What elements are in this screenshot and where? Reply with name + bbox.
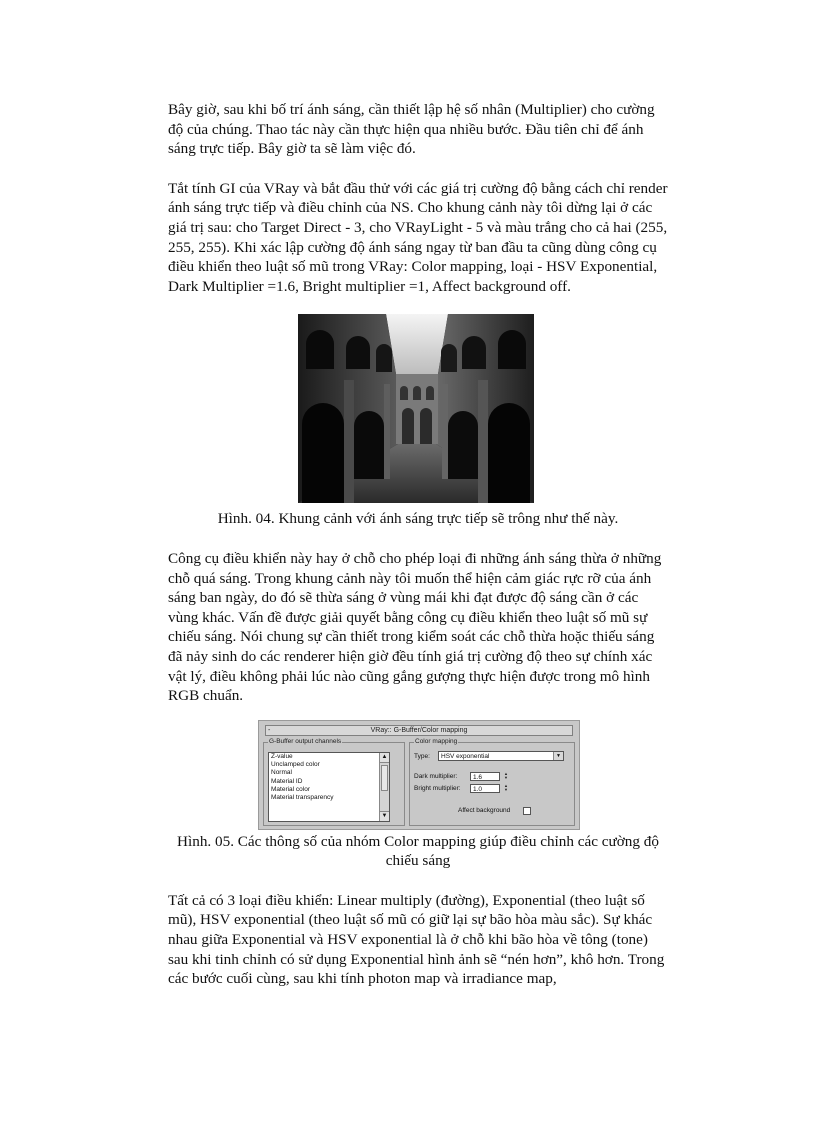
paragraph-control-types: Tất cả có 3 loại điều khiển: Linear multiply (đường), Exponential (theo luật số mũ), HSV exponential (theo luật số mũ có giữ lại sự bão hòa màu sắc). Sự khác nhau giữa Exponential và HSV exponential là ở chỗ khi bão hòa về tông (tone) sau khi tinh chỉnh có sử dụng Exponential hình ảnh sẽ “nén hơn”, khô hơn. Trong các bước cuối cùng, sau khi tính photon map và irradiance map,	[168, 891, 665, 988]
vray-color-mapping-panel	[258, 720, 580, 830]
scroll-down-icon[interactable]: ▼	[381, 812, 388, 819]
list-item[interactable]: Material color	[271, 785, 311, 793]
chevron-down-icon[interactable]: ▼	[553, 752, 563, 760]
gbuffer-group	[263, 737, 405, 826]
type-select-value: HSV exponential	[441, 752, 490, 760]
list-item[interactable]: Unclamped color	[271, 760, 320, 768]
affect-background-label: Affect background	[458, 806, 511, 814]
dark-multiplier-input[interactable]: 1.6	[470, 772, 500, 781]
bright-multiplier-label: Bright multiplier:	[414, 784, 461, 792]
list-scrollbar[interactable]	[379, 753, 389, 821]
dark-multiplier-label: Dark multiplier:	[414, 772, 458, 780]
collapse-icon[interactable]: -	[268, 726, 271, 734]
color-mapping-group-title: Color mapping	[415, 737, 458, 745]
list-item[interactable]: Material ID	[271, 777, 303, 785]
bright-multiplier-input[interactable]: 1.0	[470, 784, 500, 793]
rollout-title-bar[interactable]	[265, 725, 573, 736]
dark-multiplier-spinner-icon[interactable]: ▲ ▼	[504, 770, 508, 781]
gbuffer-group-title: G-Buffer output channels	[269, 737, 342, 745]
type-label: Type:	[414, 752, 430, 760]
type-select[interactable]	[438, 751, 564, 761]
figure-caption-04: Hình. 04. Khung cảnh với ánh sáng trực tiếp sẽ trông như thế này.	[217, 510, 619, 528]
scroll-thumb[interactable]	[381, 765, 388, 791]
gbuffer-channel-list[interactable]	[268, 752, 390, 822]
paragraph-color-mapping: Công cụ điều khiển này hay ở chỗ cho phép loại đi những ánh sáng thừa ở những chỗ quá sáng. Trong khung cảnh này tôi muốn thể hiện cảm giác rực rỡ của ánh sáng ban ngày, do đó sẽ thừa sáng ở vùng mái khi đạt được độ sáng cần ở các vùng khác. Vấn đề được giải quyết bằng công cụ điều khiển theo luật số mũ sự chiếu sáng. Nói chung sự cần thiết trong kiểm soát các chỗ thừa hoặc thiếu sáng đã nảy sinh do các renderer hiện giờ đều tính giá trị cường độ theo sự chính xác vật lý, điều không phải lúc nào cũng gắng gượng thực hiện được trong mô hình RGB chuẩn.	[168, 549, 662, 705]
affect-background-checkbox[interactable]	[523, 807, 531, 815]
list-item[interactable]: Material transparency	[271, 794, 334, 802]
document-page	[168, 100, 668, 989]
bright-multiplier-spinner-icon[interactable]: ▲ ▼	[504, 782, 508, 793]
color-mapping-group	[409, 737, 575, 826]
list-item[interactable]: Z-value	[271, 752, 293, 760]
figure-caption-05: Hình. 05. Các thông số của nhóm Color mapping giúp điều chỉnh các cường độ chiếu sáng	[177, 832, 659, 870]
rollout-title: VRay:: G-Buffer/Color mapping	[370, 726, 468, 734]
list-item[interactable]: Normal	[271, 769, 292, 777]
scroll-up-icon[interactable]: ▲	[380, 753, 389, 763]
render-image-courtyard	[298, 314, 534, 503]
paragraph-settings: Tắt tính GI của VRay và bắt đầu thử với các giá trị cường độ bằng cách chỉ render ánh sáng trực tiếp và điều chỉnh của NS. Cho khung cảnh này tôi dừng lại ở các giá trị sau: cho Target Direct - 3, cho VRayLight - 5 và màu trắng cho cả hai (255, 255, 255). Khi xác lập cường độ ánh sáng ngay từ ban đầu ta cũng dùng công cụ điều khiển theo luật số mũ trong VRay: Color mapping, loại - HSV Exponential, Dark Multiplier =1.6, Bright multiplier =1, Affect background off.	[168, 179, 668, 295]
paragraph-intro: Bây giờ, sau khi bố trí ánh sáng, cần thiết lập hệ số nhân (Multiplier) cho cường độ của chúng. Thao tác này cần thực hiện qua nhiều bước. Đầu tiên chỉ để ánh sáng trực tiếp. Bây giờ ta sẽ làm việc đó.	[168, 101, 655, 158]
